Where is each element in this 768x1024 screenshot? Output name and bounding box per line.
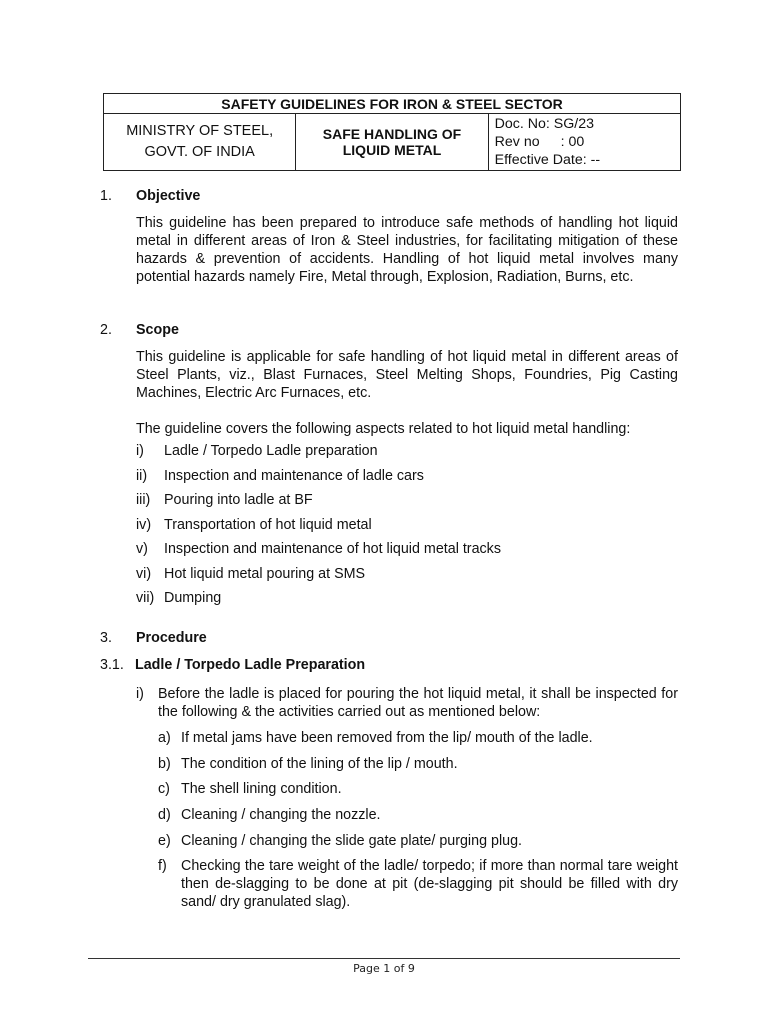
list-marker: iv) [136, 516, 152, 533]
list-text: Transportation of hot liquid metal [164, 516, 372, 533]
document-header-table [103, 93, 681, 171]
footer-rule [88, 958, 680, 959]
checklist-marker: b) [158, 756, 171, 772]
page-number: Page 1 of 9 [353, 962, 415, 975]
checklist-marker: e) [158, 833, 171, 849]
list-item [136, 516, 696, 541]
checklist-marker: f) [158, 858, 167, 874]
section-number: 3. [100, 630, 112, 646]
scope-aspect-list [136, 442, 696, 614]
list-text: Hot liquid metal pouring at SMS [164, 565, 366, 582]
revision-value: : 00 [560, 134, 585, 150]
list-marker: ii) [136, 467, 148, 484]
checklist-item [158, 729, 678, 755]
header-title: SAFETY GUIDELINES FOR IRON & STEEL SECTOR [104, 94, 681, 114]
checklist-item [158, 832, 678, 857]
list-item [136, 467, 696, 492]
doc-number: Doc. No: SG/23 [494, 116, 595, 132]
revision-label: Rev no [494, 134, 540, 150]
org-line-1: MINISTRY OF STEEL, [126, 123, 274, 139]
issuing-organization [104, 114, 296, 171]
checklist-marker: c) [158, 781, 170, 797]
revision-row [495, 133, 680, 151]
checklist-text: If metal jams have been removed from the lip/ mouth of the ladle. [181, 730, 593, 746]
list-marker: vii) [136, 590, 155, 606]
inspection-checklist [158, 729, 678, 911]
checklist-marker: d) [158, 807, 171, 823]
list-item [136, 565, 696, 590]
list-item [136, 442, 696, 467]
list-text: Ladle / Torpedo Ladle preparation [164, 443, 378, 459]
checklist-marker: a) [158, 730, 171, 746]
item-marker: i) [136, 686, 144, 702]
checklist-text: Checking the tare weight of the ladle/ torpedo; if more than normal tare weight then de-slagging to be done at pit (de-slagging pit should be filled with dry sand/ dry granulated slag). [181, 858, 678, 910]
checklist-text: The condition of the lining of the lip / mouth. [181, 756, 458, 772]
doc-title-line-2: LIQUID METAL [342, 142, 442, 158]
doc-title-line-1: SAFE HANDLING OF [322, 126, 462, 142]
item-text: Before the ladle is placed for pouring the hot liquid metal, it shall be inspected for the following & the activities carried out as mentioned below: [158, 686, 678, 720]
document-meta [488, 114, 680, 171]
section-number: 2. [100, 322, 112, 338]
checklist-item [158, 780, 678, 806]
list-marker: v) [136, 541, 148, 557]
list-item [136, 589, 696, 614]
list-marker: vi) [136, 565, 152, 582]
section-title: Objective [136, 188, 201, 204]
checklist-text: Cleaning / changing the slide gate plate/ purging plug. [181, 833, 522, 849]
list-text: Pouring into ladle at BF [164, 492, 313, 508]
subsection-heading [100, 657, 365, 673]
org-line-2: GOVT. OF INDIA [144, 144, 255, 160]
checklist-item [158, 806, 678, 832]
checklist-item [158, 857, 678, 911]
list-text: Inspection and maintenance of hot liquid metal tracks [164, 541, 501, 557]
scope-paragraph: This guideline is applicable for safe handling of hot liquid metal in different areas of Steel Plants, viz., Blast Furnaces, Steel Melting Shops, Foundries, Pig Casting Machines, Electric Arc Furnaces, etc. [136, 349, 678, 401]
list-text: Inspection and maintenance of ladle cars [164, 467, 424, 484]
list-item [136, 491, 696, 516]
list-marker: i) [136, 443, 144, 459]
list-marker: iii) [136, 492, 151, 508]
subsection-number: 3.1. [100, 657, 124, 673]
section-title: Procedure [136, 630, 207, 646]
checklist-text: The shell lining condition. [181, 781, 342, 797]
checklist-item [158, 755, 678, 780]
objective-paragraph: This guideline has been prepared to introduce safe methods of handling hot liquid metal in different areas of Iron & Steel industries, for facilitating mitigation of these hazards & prevention of accidents. Handling of hot liquid metal involves many potential hazards namely Fire, Metal through, Explosion, Radiation, Burns, etc. [136, 215, 678, 285]
section-title: Scope [136, 322, 179, 338]
scope-intro: The guideline covers the following aspects related to hot liquid metal handling: [136, 421, 631, 437]
document-title [296, 114, 488, 171]
effective-date: Effective Date: -- [494, 152, 601, 168]
checklist-text: Cleaning / changing the nozzle. [181, 807, 381, 823]
list-text: Dumping [164, 590, 222, 606]
section-number: 1. [100, 188, 112, 204]
subsection-title: Ladle / Torpedo Ladle Preparation [135, 657, 366, 673]
list-item [136, 540, 696, 565]
